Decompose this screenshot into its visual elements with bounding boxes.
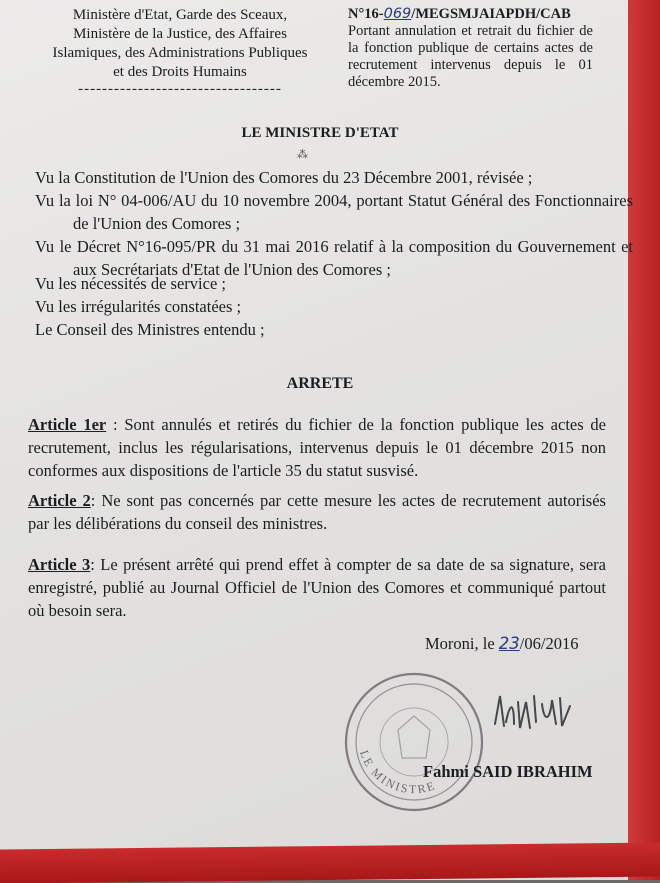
article-1 [28, 413, 606, 482]
arrete-heading: ARRETE [286, 375, 354, 392]
article-3-label: Article 3 [28, 555, 91, 574]
ref-handwritten-number: 069 [383, 6, 412, 22]
article-2 [28, 489, 606, 535]
article-2-text: : Ne sont pas concernés par cette mesure les actes de recrutement autorisés par les délibérations du conseil des ministres. [28, 491, 606, 533]
ministry-line-2: Ministère de la Justice, des Affaires [73, 26, 287, 42]
handwritten-signature [490, 682, 590, 742]
ministry-line-1: Ministère d'Etat, Garde des Sceaux, [72, 7, 288, 23]
official-stamp [340, 668, 488, 816]
visa-5: Vu les irrégularités constatées ; [35, 297, 242, 316]
visa-4: Vu les nécessités de service ; [35, 274, 226, 293]
place-label: Moroni, le [425, 634, 499, 653]
place-and-date [425, 634, 578, 654]
signatory-name: Fahmi SAID IBRAHIM [423, 762, 593, 781]
issuing-ministry-header [30, 6, 330, 96]
document-title: LE MINISTRE D'ETAT [241, 125, 399, 141]
stamp-text: LE MINISTRE [356, 748, 438, 797]
ministry-line-4: et des Droits Humains [113, 64, 247, 80]
date-rest: /06/2016 [519, 634, 579, 653]
ref-suffix: /MEGSMJAIAPDH/CAB [411, 6, 571, 22]
handwritten-day: 23 [498, 634, 520, 653]
visa-3: Vu le Décret N°16-095/PR du 31 mai 2016 relatif à la composition du Gouvernement et aux Secrétariats d'Etat de l'Union des Comores ; [35, 237, 633, 279]
red-background-bottom [0, 843, 660, 883]
article-2-label: Article 2 [28, 491, 91, 510]
article-1-label: Article 1er [28, 415, 107, 434]
visa-6: Le Conseil des Ministres entendu ; [35, 320, 265, 339]
ministry-line-3: Islamiques, des Administrations Publiques [52, 45, 308, 61]
article-3-text: : Le présent arrêté qui prend effet à compter de sa date de sa signature, sera enregistré, publié au Journal Officiel de l'Union des Comores et communiqué partout où besoin sera. [28, 555, 606, 620]
article-3 [28, 553, 606, 622]
visa-2: Vu la loi N° 04-006/AU du 10 novembre 2004, portant Statut Général des Fonctionnaires de l'Union des Comores ; [35, 191, 633, 233]
reference-block [348, 6, 593, 91]
ref-prefix: N°16- [348, 6, 384, 22]
article-1-text: : Sont annulés et retirés du fichier de la fonction publique les actes de recrutement, inclus les régularisations, intervenus depuis le 01 décembre 2015 non conformes aux dispositions de l'article 35 du statut susvisé. [28, 415, 606, 480]
small-seal-mark: ⁂ [297, 149, 308, 161]
reference-number [348, 6, 593, 23]
subject-text: Portant annulation et retrait du fichier de la fonction publique de certains actes de recrutement intervenus depuis le 01 décembre 2015. [348, 23, 593, 90]
visa-1: Vu la Constitution de l'Union des Comores du 23 Décembre 2001, révisée ; [35, 168, 533, 187]
header-divider: ---------------------------------- [78, 81, 282, 97]
